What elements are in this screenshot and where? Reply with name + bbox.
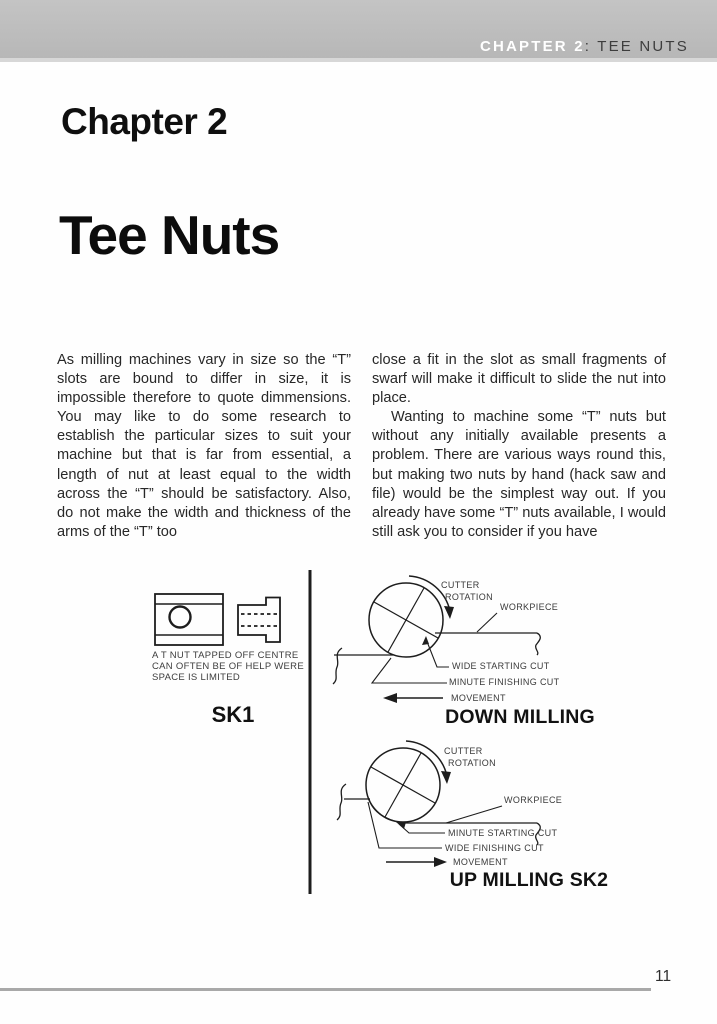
footer-rule <box>0 988 651 991</box>
up-milling-starting-cut-label: MINUTE STARTING CUT <box>448 828 558 838</box>
running-header-chapter: CHAPTER 2 <box>479 38 585 55</box>
body-column-left <box>57 351 351 542</box>
label-line: CUTTER <box>444 746 483 756</box>
label-line: ROTATION <box>448 757 496 768</box>
up-milling-movement-label: MOVEMENT <box>453 857 508 867</box>
tee-nut-side-view-drawing <box>238 598 280 643</box>
down-milling-rotation-label <box>441 580 493 603</box>
down-milling-finishing-cut-label: MINUTE FINISHING CUT <box>449 677 560 687</box>
label-line: CUTTER <box>441 580 480 590</box>
sk1-figure-label: SK1 <box>211 702 255 727</box>
tee-nut-front-view-drawing <box>155 594 223 645</box>
down-milling-workpiece-label: WORKPIECE <box>500 602 559 612</box>
page-number: 11 <box>655 968 672 985</box>
paragraph: close a fit in the slot as small fragments of swarf will make it difficult to slide the nut into place. <box>372 352 666 407</box>
chapter-heading: Chapter 2 <box>61 101 228 142</box>
label-line: ROTATION <box>445 591 493 602</box>
body-column-right <box>372 351 666 542</box>
up-milling-rotation-label <box>444 746 496 769</box>
page-title: Tee Nuts <box>59 204 280 266</box>
up-milling-finishing-cut-label: WIDE FINISHING CUT <box>445 843 544 853</box>
down-milling-caption: DOWN MILLING <box>445 706 595 728</box>
up-milling-workpiece-label: WORKPIECE <box>504 795 563 805</box>
sk1-caption-line: CAN OFTEN BE OF HELP WERE <box>152 660 304 672</box>
sk1-caption-line: SPACE IS LIMITED <box>152 671 241 683</box>
down-milling-movement-label: MOVEMENT <box>451 693 506 703</box>
down-milling-starting-cut-label: WIDE STARTING CUT <box>452 661 550 671</box>
up-milling-caption: UP MILLING SK2 <box>449 869 609 891</box>
paragraph: As milling machines vary in size so the “T” slots are bound to differ in size, it is impossible therefore to quote dimmensions. You may like to do some research to establish the particular sizes to suit your machine but that is far from essential, a length of nut at least equal to the width across the “T” should be satisfactory. Also, do not make the width and thickness of the arms of the “T” too <box>57 352 351 540</box>
running-header-title: : TEE NUTS <box>584 38 689 55</box>
sk1-caption-line: A T NUT TAPPED OFF CENTRE <box>152 650 299 661</box>
running-header <box>480 38 689 55</box>
paragraph: Wanting to machine some “T” nuts but without any initially available presents a problem. There are various ways round this, but making two nuts by hand (hack saw and file) would be the simplest way out. If you already have some “T” nuts available, I would still ask you to consider if you have <box>372 409 666 540</box>
body-columns <box>57 351 666 542</box>
sk1-figure-caption <box>152 651 304 684</box>
